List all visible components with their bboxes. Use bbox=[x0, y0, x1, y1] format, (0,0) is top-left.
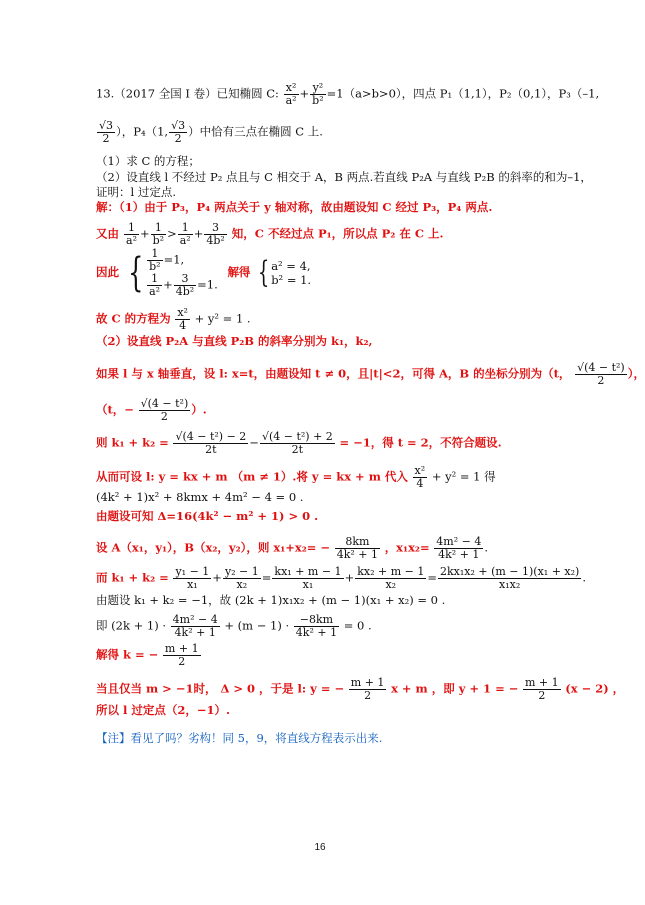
text: − bbox=[249, 435, 259, 450]
solution-line-1: 解：（1）由于 P₃，P₄ 两点关于 y 轴对称，故由题设知 C 经过 P₃，P₄ 两点. bbox=[96, 200, 493, 214]
text: 解得 bbox=[227, 265, 251, 279]
text: a² = 4, bbox=[271, 259, 311, 273]
numerator: m + 1 bbox=[525, 676, 559, 689]
fraction bbox=[124, 222, 139, 247]
denominator: 4k² + 1 bbox=[295, 626, 338, 639]
numerator: y₁ − 1 bbox=[175, 565, 210, 578]
question-2-cont: 证明：l 过定点. bbox=[96, 185, 176, 199]
denominator: x₁ bbox=[187, 578, 198, 591]
denominator: 2 bbox=[160, 410, 168, 423]
numerator: √3 bbox=[171, 119, 186, 132]
text: + y² = 1 . bbox=[194, 311, 251, 326]
question-2: （2）设直线 l 不经过 P₂ 点且与 C 相交于 A，B 两点.若直线 P₂A 与直线 P₂B 的斜率的和为–1， bbox=[96, 170, 592, 184]
text: （t，− bbox=[96, 402, 134, 417]
denominator: b² bbox=[152, 234, 165, 247]
text: 当且仅当 m > −1时， Δ > 0 ，于是 l: y = − bbox=[96, 681, 345, 696]
text: 13.（2017 全国 I 卷）已知椭圆 C: bbox=[96, 86, 279, 101]
solution-line-6 bbox=[96, 398, 207, 423]
numerator: m + 1 bbox=[164, 642, 199, 655]
numerator: √(4 − t²) bbox=[140, 397, 189, 410]
text: 从而可设 l: y = kx + m （m ≠ 1）.将 y = kx + m 代入 bbox=[96, 469, 408, 484]
fraction bbox=[178, 222, 193, 247]
numerator: x² bbox=[414, 464, 426, 477]
numerator: √(4 − t²) bbox=[577, 361, 625, 374]
denominator: a² bbox=[126, 234, 137, 247]
text: 而 k₁ + k₂ = bbox=[96, 570, 169, 585]
text: + y² = 1 得 bbox=[431, 469, 496, 484]
equation-system: $\frac{1}{\text{b²}}$ =1, $\frac{1}{\text{a²}}$ + $\frac{3}{\text{4b²}}$ =1. bbox=[149, 247, 218, 298]
text: 则 k₁ + k₂ = bbox=[96, 435, 169, 450]
denominator: 4 bbox=[179, 319, 187, 332]
text: ）， bbox=[627, 366, 645, 381]
denominator: 2 bbox=[538, 689, 546, 702]
text: . bbox=[484, 540, 488, 555]
note: 【注】看见了吗？劣构！同 5，9，将直线方程表示出来. bbox=[96, 731, 383, 745]
text: 又由 bbox=[96, 226, 119, 241]
numerator: 3 bbox=[204, 222, 226, 235]
denominator: 2t bbox=[291, 443, 304, 456]
numerator: √(4 − t²) + 2 bbox=[261, 430, 333, 443]
denominator: 2 bbox=[597, 374, 605, 387]
solution-conclusion: 所以 l 过定点（2，−1）. bbox=[96, 703, 231, 717]
numerator: 4m² − 4 bbox=[172, 613, 218, 626]
text: 故 C 的方程为 bbox=[96, 311, 171, 326]
solution-line-10: 由题设可知 Δ=16(4k² − m² + 1) > 0 . bbox=[96, 509, 319, 523]
fraction bbox=[310, 82, 325, 107]
solution-line-12: 而 k₁ + k₂ = $\frac{\text{y₁ − 1}}{\text{x₁}}$ + $\frac{\text{y₂ − 1}}{\text{x₂}}$ = $\frac{\text{kx₁ + m − 1}}{\text{x₁}}$ + $\frac{\text{kx₂ + m − 1}}{\text{x₂}}$ = $\frac{\text{2kx₁x₂ + (m − 1)(x₁ + x₂)}}{\text{x₁x₂}}$ . bbox=[96, 565, 586, 591]
page-number: 16 bbox=[314, 842, 326, 853]
text: =1. bbox=[197, 277, 218, 292]
numerator: 1 bbox=[178, 222, 193, 235]
text: ），P₄（1, bbox=[116, 124, 169, 139]
denominator: 2 bbox=[102, 132, 110, 145]
numerator: y² bbox=[310, 82, 325, 95]
solution-line-5 bbox=[96, 362, 645, 387]
solution-line-3: 因此 { $\frac{1}{\text{b²}}$ =1, $\frac{1}{\text{a²}}$ + $\frac{3}{\text{4b²}}$ =1. 解得 { a² = 4, b² = 1. bbox=[96, 247, 312, 298]
numerator: √3 bbox=[99, 119, 114, 132]
fraction bbox=[204, 222, 226, 247]
numerator: 2kx₁x₂ + (m − 1)(x₁ + x₂) bbox=[439, 565, 580, 578]
numerator: y₂ − 1 bbox=[224, 565, 259, 578]
solution-system bbox=[271, 259, 311, 287]
solution-line-13: 由题设 k₁ + k₂ = −1，故 (2k + 1)x₁x₂ + (m − 1)(x₁ + x₂) = 0 . bbox=[96, 593, 446, 607]
question-1: （1）求 C 的方程； bbox=[96, 154, 200, 168]
denominator: x₂ bbox=[385, 578, 397, 591]
text: x + m ，即 y + 1 = − bbox=[391, 681, 519, 696]
denominator: x₂ bbox=[236, 578, 248, 591]
text: 设 A（x₁，y₁），B（x₂，y₂），则 x₁+x₂= − bbox=[96, 540, 331, 555]
fraction bbox=[97, 120, 115, 145]
text: b² = 1. bbox=[271, 273, 312, 287]
denominator: 4k² + 1 bbox=[174, 626, 216, 639]
solution-line-8 bbox=[96, 465, 496, 490]
denominator: 4k² + 1 bbox=[336, 548, 379, 561]
numerator: m + 1 bbox=[350, 676, 385, 689]
text: 知，C 不经过点 P₁，所以点 P₂ 在 C 上. bbox=[231, 226, 444, 241]
denominator: 4 bbox=[416, 477, 424, 490]
text: 解得 k = − bbox=[96, 647, 159, 662]
text: + (m − 1) · bbox=[224, 618, 290, 633]
denominator: 4k² + 1 bbox=[438, 548, 480, 561]
numerator: 4m² − 4 bbox=[436, 535, 482, 548]
solution-line-4 bbox=[96, 307, 251, 332]
numerator: 1 bbox=[151, 222, 166, 235]
denominator: 2 bbox=[178, 655, 186, 668]
solution-line-7 bbox=[96, 431, 502, 456]
denominator: x₁x₂ bbox=[499, 578, 521, 591]
denominator: 2t bbox=[205, 443, 217, 456]
fraction bbox=[151, 222, 166, 247]
numerator: 1 bbox=[124, 222, 139, 235]
denominator: b² bbox=[149, 260, 161, 273]
text: =1, bbox=[163, 252, 185, 267]
text: ）中恰有三点在椭圆 C 上. bbox=[188, 124, 323, 139]
text: ，x₁x₂= bbox=[384, 540, 430, 555]
numerator: √(4 − t²) − 2 bbox=[175, 430, 247, 443]
denominator: a² bbox=[285, 94, 297, 107]
fraction bbox=[169, 120, 187, 145]
text: 即 (2k + 1) · bbox=[96, 618, 166, 633]
text: =1（a>b>0），四点 P₁（1,1），P₂（0,1），P₃（–1, bbox=[326, 86, 600, 101]
solution-line-9: (4k² + 1)x² + 8kmx + 4m² − 4 = 0 . bbox=[96, 490, 304, 504]
fraction bbox=[284, 82, 299, 107]
denominator: b² bbox=[312, 94, 324, 107]
numerator: 3 bbox=[174, 273, 196, 286]
text: = 0 . bbox=[343, 618, 372, 633]
text: + bbox=[299, 86, 310, 101]
numerator: kx₂ + m − 1 bbox=[357, 565, 425, 578]
denominator: a² bbox=[149, 285, 161, 298]
solution-line-11 bbox=[96, 536, 488, 561]
text: ）. bbox=[191, 402, 207, 417]
text: (x − 2) ， bbox=[565, 681, 625, 696]
problem-line-2 bbox=[96, 120, 323, 145]
denominator: x₁ bbox=[302, 578, 314, 591]
text: 如果 l 与 x 轴垂直，设 l: x=t，由题设知 t ≠ 0，且|t|<2，可得 A，B 的坐标分别为（t， bbox=[96, 366, 571, 381]
text: = −1，得 t = 2，不符合题设. bbox=[339, 435, 502, 450]
solution-line-2: 又由 $\frac{1}{\text{a²}}$ + $\frac{1}{\text{b²}}$ > $\frac{1}{\text{a²}}$ + $\frac{3}{\text{4b²}}$ 知，C 不经过点 P₁，所以点 P₂ 在 C 上. bbox=[96, 221, 444, 247]
denominator: 4b² bbox=[175, 285, 195, 298]
solution-line-15 bbox=[96, 643, 202, 668]
text: > bbox=[167, 226, 177, 241]
solution-part-2: （2）设直线 P₂A 与直线 P₂B 的斜率分别为 k₁，k₂, bbox=[96, 334, 373, 348]
denominator: 2 bbox=[174, 132, 182, 145]
numerator: 1 bbox=[147, 273, 162, 286]
denominator: 2 bbox=[364, 689, 372, 702]
solution-line-14 bbox=[96, 614, 372, 639]
denominator: a² bbox=[179, 234, 191, 247]
numerator: x² bbox=[284, 82, 299, 95]
numerator: kx₁ + m − 1 bbox=[274, 565, 342, 578]
numerator: 8km bbox=[335, 536, 380, 549]
numerator: x² bbox=[177, 306, 188, 319]
numerator: 1 bbox=[147, 248, 162, 261]
problem-line-1 bbox=[96, 82, 599, 107]
denominator: 4b² bbox=[206, 234, 225, 247]
text: 因此 bbox=[96, 265, 119, 279]
numerator: −8km bbox=[294, 614, 339, 627]
solution-line-16 bbox=[96, 677, 624, 702]
